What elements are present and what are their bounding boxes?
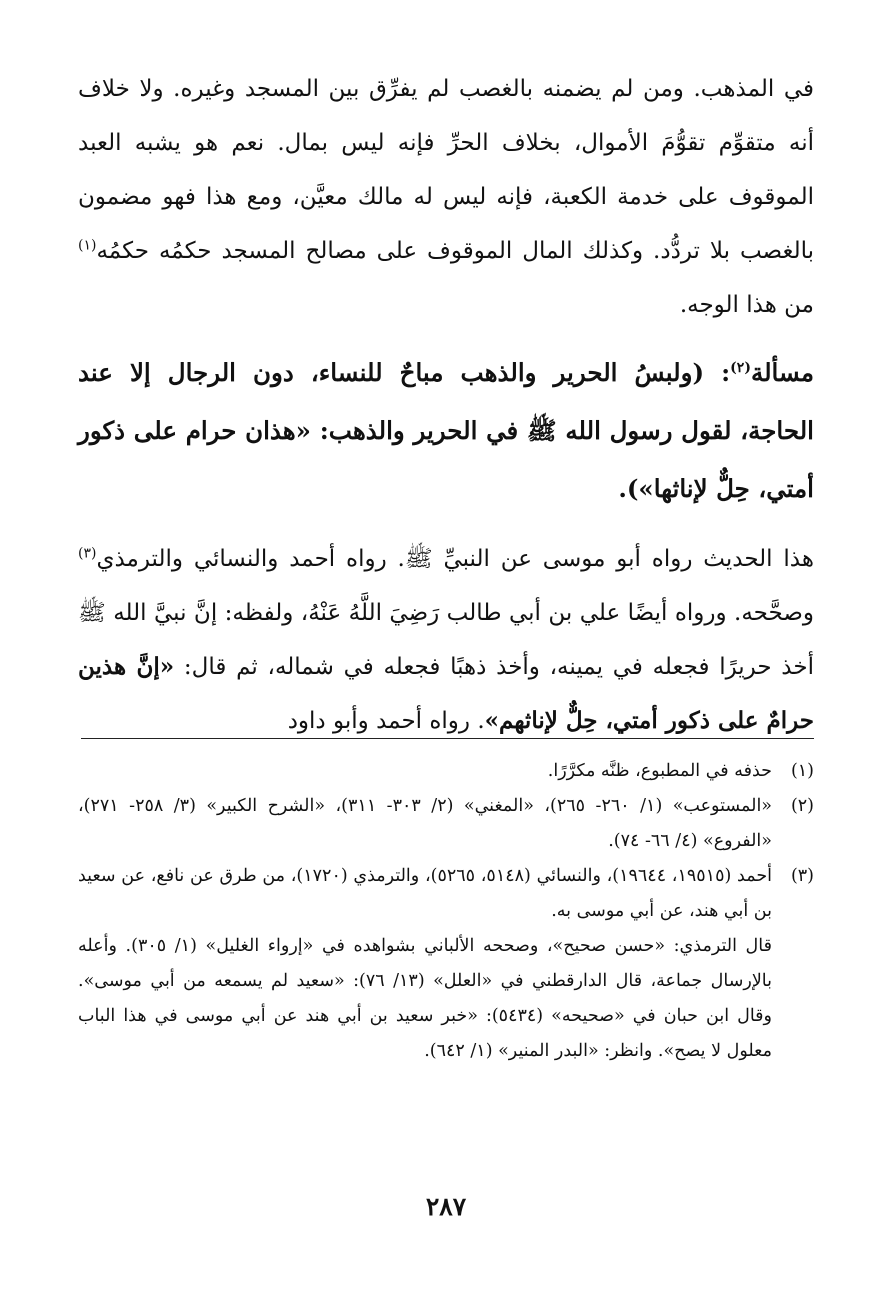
footnote-3 bbox=[78, 859, 814, 1069]
paragraph-1-tail: من هذا الوجه. bbox=[679, 292, 814, 318]
footnote-2 bbox=[78, 789, 814, 859]
issue-label: مسألة bbox=[750, 358, 814, 387]
footnote-ref-1: (١) bbox=[78, 237, 97, 254]
paragraph-3-middle: وصحَّحه. ورواه أيضًا علي بن أبي طالب رَضِيَ اللَّهُ عَنْهُ، ولفظه: إنَّ نبيَّ الله ﷺ أخذ حريرًا فجعله في يمينه، وأخذ ذهبًا فجعله في شماله، ثم قال: bbox=[78, 600, 814, 680]
paragraph-3-tail: . رواه أحمد وأبو داود bbox=[287, 708, 485, 734]
issue-text: : (ولبسُ الحرير والذهب مباحٌ للنساء، دون الرجال إلا عند الحاجة، لقول رسول الله ﷺ في الحرير والذهب: «هذان حرام على ذكور أمتي، حِلٌّ لإناثها»). bbox=[78, 358, 814, 503]
paragraph-1 bbox=[78, 62, 814, 332]
hadith-quote: «إنَّ هذين حرامٌ على ذكور أمتي، حِلٌّ لإناثهم» bbox=[78, 653, 814, 734]
footnote-number: (٢) bbox=[790, 796, 814, 816]
footnotes bbox=[78, 754, 814, 1069]
paragraph-3 bbox=[78, 532, 814, 748]
footnote-ref-2: (٢) bbox=[730, 359, 751, 376]
footnote-text: أحمد (١٩٥١٥، ١٩٦٤٤)، والنسائي (٥١٤٨، ٥٢٦٥)، والترمذي (١٧٢٠)، من طرق عن نافع، عن سعيد بن أبي هند، عن أبي موسى به. bbox=[78, 866, 772, 921]
footnote-1 bbox=[78, 754, 814, 789]
footnote-text: قال الترمذي: «حسن صحيح»، وصححه الألباني بشواهده في «إرواء الغليل» (١/ ٣٠٥). وأعله بالإرسال جماعة، قال الدارقطني في «العلل» (١٣/ ٧٦): «سعيد لم يسمعه من أبي موسى». وقال ابن حبان في «صحيحه» (٥٤٣٤): «خبر سعيد بن أبي هند عن أبي موسى في هذا الباب معلول لا يصح». وانظر: «البدر المنير» (١/ ٦٤٢). bbox=[78, 936, 772, 1061]
footnote-number: (٣) bbox=[790, 866, 814, 886]
footnote-text: حذفه في المطبوع، ظنَّه مكرَّرًا. bbox=[547, 761, 772, 781]
paragraph-3-text: هذا الحديث رواه أبو موسى عن النبيِّ ﷺ. رواه أحمد والنسائي والترمذي bbox=[96, 546, 814, 572]
footnote-number: (١) bbox=[790, 761, 814, 781]
issue-paragraph bbox=[78, 344, 814, 518]
paragraph-1-text: في المذهب. ومن لم يضمنه بالغصب لم يفرِّق بين المسجد وغيره. ولا خلاف أنه متقوِّم تقوُّمَ الأموال، بخلاف الحرِّ فإنه ليس بمال. نعم هو يشبه العبد الموقوف على خدمة الكعبة، فإنه ليس له مالك معيَّن، ومع هذا فهو مضمون بالغصب بلا تردُّد. وكذلك المال الموقوف على مصالح المسجد حكمُه حكمُه bbox=[78, 76, 814, 264]
footnote-separator bbox=[81, 738, 814, 739]
footnote-ref-3: (٣) bbox=[78, 545, 97, 562]
page-number: ٢٨٧ bbox=[425, 1192, 467, 1221]
main-text bbox=[78, 62, 814, 748]
footnote-text: «المستوعب» (١/ ٢٦٠- ٢٦٥)، «المغني» (٢/ ٣٠٣- ٣١١)، «الشرح الكبير» (٣/ ٢٥٨- ٢٧١)، «الفروع» (٤/ ٦٦- ٧٤). bbox=[78, 796, 773, 851]
